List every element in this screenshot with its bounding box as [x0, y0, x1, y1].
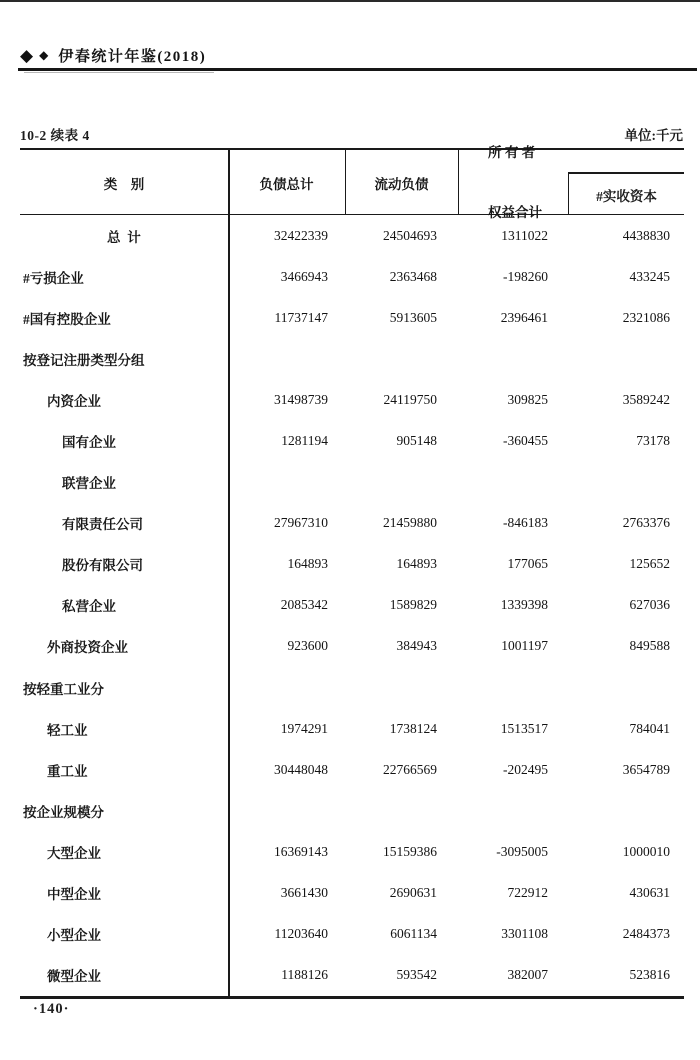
row-category-label: 微型企业	[47, 969, 101, 985]
row-value: 164893	[287, 556, 328, 572]
table-row	[20, 215, 684, 256]
header-total-liabilities: 负债总计	[259, 176, 314, 192]
row-value: 1188126	[281, 967, 328, 983]
row-category-label: 按登记注册类型分组	[23, 352, 145, 368]
unit-label: 单位:千元	[624, 128, 683, 143]
row-value: 2321086	[622, 309, 670, 325]
diamond-icon: ◆	[39, 48, 49, 62]
table-row	[20, 831, 684, 872]
row-value: 3589242	[622, 391, 670, 407]
row-value: 722912	[507, 885, 548, 901]
header-category: 类 别	[103, 176, 145, 192]
row-value: 3654789	[622, 761, 670, 777]
table-row	[20, 955, 684, 996]
row-value: 382007	[507, 967, 548, 983]
table-row	[20, 544, 684, 585]
table-row	[20, 297, 684, 338]
row-value: -360455	[503, 433, 548, 449]
table-caption-row	[20, 124, 683, 144]
row-value: 73178	[636, 433, 670, 449]
table-row	[20, 667, 684, 708]
row-value: 784041	[629, 720, 670, 736]
row-value: 3466943	[280, 268, 328, 284]
row-value: 16369143	[274, 843, 328, 859]
table-row	[20, 749, 684, 790]
row-value: 627036	[629, 597, 670, 613]
row-value: 384943	[396, 638, 437, 654]
row-value: 31498739	[274, 391, 328, 407]
table-row	[20, 914, 684, 955]
row-category-label: 内资企业	[47, 393, 101, 409]
table-row	[20, 790, 684, 831]
row-value: 1001197	[501, 638, 548, 654]
row-value: 21459880	[383, 515, 437, 531]
row-value: 22766569	[383, 761, 437, 777]
row-value: 32422339	[274, 227, 328, 243]
row-value: -202495	[503, 761, 548, 777]
row-value: 30448048	[274, 761, 328, 777]
table-row	[20, 626, 684, 667]
header-owners-equity-line1: 所 有 者	[488, 144, 536, 160]
table-row	[20, 256, 684, 297]
row-value: 593542	[396, 967, 437, 983]
row-value: 3661430	[280, 885, 328, 901]
row-category-label: 有限责任公司	[62, 517, 143, 533]
row-value: 1311022	[501, 227, 548, 243]
diamond-icon: ◆	[20, 45, 34, 65]
row-category-label: 轻工业	[47, 722, 88, 738]
row-category-label: 按轻重工业分	[23, 681, 104, 697]
statistics-table	[20, 144, 684, 999]
header-owners-equity	[458, 144, 568, 220]
row-value: 1281194	[281, 433, 328, 449]
row-value: 2763376	[622, 515, 670, 531]
header-divider-2	[458, 150, 459, 215]
masthead-rule	[18, 68, 697, 71]
row-value: 430631	[629, 885, 670, 901]
table-number-label: 10-2 续表 4	[20, 128, 90, 143]
row-value: 2690631	[389, 885, 437, 901]
table-row	[20, 873, 684, 914]
row-category-label: 总 计	[107, 229, 141, 245]
row-value: 923600	[287, 638, 328, 654]
row-value: 27967310	[274, 515, 328, 531]
row-value: 2484373	[622, 926, 670, 942]
row-category-label: 重工业	[47, 763, 88, 779]
row-value: 11737147	[274, 309, 328, 325]
row-value: 177065	[507, 556, 548, 572]
table-header	[20, 144, 684, 220]
table-body	[20, 215, 684, 996]
row-value: 849588	[629, 638, 670, 654]
row-value: 125652	[629, 556, 670, 572]
row-category-label: #亏损企业	[23, 270, 84, 286]
row-category-label: 外商投资企业	[47, 640, 128, 656]
row-value: 905148	[396, 433, 437, 449]
row-category-label: 中型企业	[47, 887, 101, 903]
row-category-label: 大型企业	[47, 845, 101, 861]
row-value: 1974291	[280, 720, 328, 736]
row-value: 1589829	[389, 597, 437, 613]
row-category-label: #国有控股企业	[23, 311, 111, 327]
row-value: 2396461	[500, 309, 548, 325]
table-row	[20, 585, 684, 626]
row-value: 3301108	[501, 926, 548, 942]
row-value: 5913605	[389, 309, 437, 325]
row-category-label: 国有企业	[62, 435, 116, 451]
masthead	[20, 44, 680, 66]
row-value: 4438830	[622, 227, 670, 243]
row-category-label: 联营企业	[62, 476, 116, 492]
masthead-rule-echo	[24, 72, 214, 73]
row-value: 164893	[396, 556, 437, 572]
row-value: 1513517	[500, 720, 548, 736]
row-value: 11203640	[274, 926, 328, 942]
table-row	[20, 503, 684, 544]
header-paid-in-capital: #实收资本	[568, 172, 684, 215]
row-value: 1339398	[500, 597, 548, 613]
table-row	[20, 462, 684, 503]
row-value: 2085342	[280, 597, 328, 613]
yearbook-title: 伊春统计年鉴(2018)	[58, 48, 207, 65]
row-value: -846183	[503, 515, 548, 531]
table-row	[20, 379, 684, 420]
header-divider-1	[345, 150, 346, 215]
row-value: 24119750	[383, 391, 437, 407]
header-current-liabilities: 流动负债	[374, 176, 429, 192]
row-value: -3095005	[496, 843, 548, 859]
row-value: 15159386	[383, 843, 437, 859]
row-category-label: 按企业规模分	[23, 804, 104, 820]
row-value: 24504693	[383, 227, 437, 243]
row-value: 1738124	[389, 720, 437, 736]
scan-page-top-edge	[0, 0, 700, 2]
header-owners-equity-line2: 权益合计	[488, 204, 542, 220]
table-row	[20, 338, 684, 379]
row-value: 6061134	[390, 926, 437, 942]
row-value: 523816	[629, 967, 670, 983]
row-value: 433245	[629, 268, 670, 284]
table-row	[20, 708, 684, 749]
table-row	[20, 420, 684, 461]
row-category-label: 小型企业	[47, 928, 101, 944]
row-value: 1000010	[622, 843, 670, 859]
row-value: -198260	[503, 268, 548, 284]
row-category-label: 股份有限公司	[62, 558, 143, 574]
row-category-label: 私营企业	[62, 599, 116, 615]
row-value: 309825	[507, 391, 548, 407]
row-value: 2363468	[389, 268, 437, 284]
page-number: ·140·	[33, 1001, 70, 1017]
